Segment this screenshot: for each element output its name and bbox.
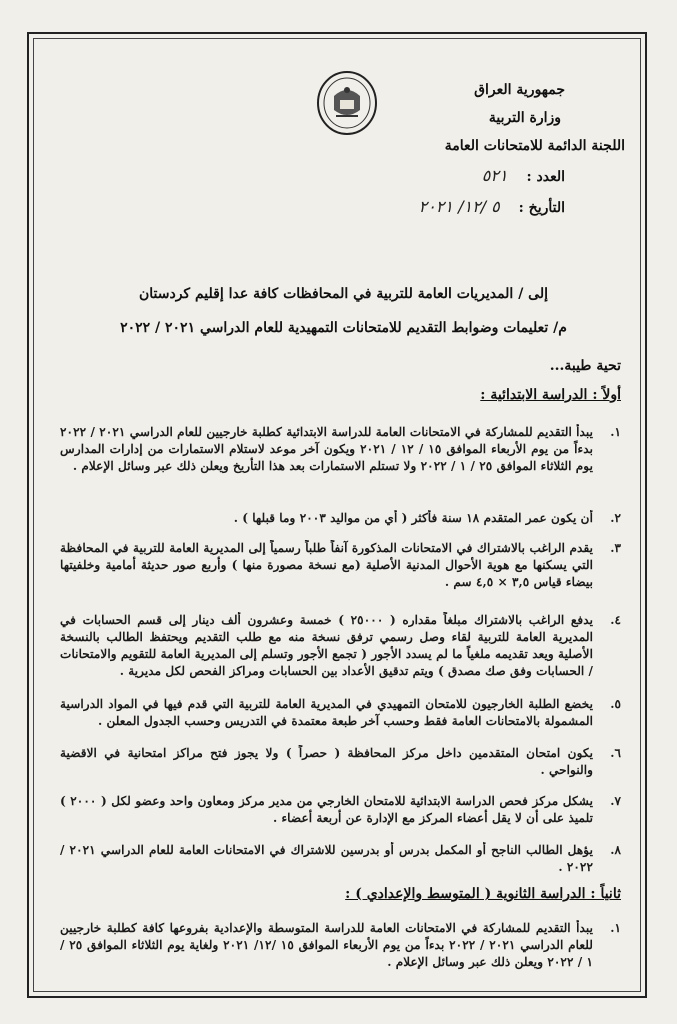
letterhead [375,76,625,222]
item-text: يؤهل الطالب الناجح أو المكمل بدرس أو بدرسين للاشتراك في الامتحانات العامة للعام الدراسي ٢٠٢١ / ٢٠٢٢ . [60,843,593,874]
number-label: العدد : [526,169,565,185]
primary-item-2 [60,510,621,527]
primary-item-5 [60,696,621,730]
ministry-name: وزارة التربية [488,110,561,126]
secondary-item-1 [60,920,621,971]
primary-item-8 [60,842,621,876]
addressee-line: إلى / المديريات العامة للتربية في المحافظات كافة عدا إقليم كردستان [138,286,549,302]
item-text: أن يكون عمر المتقدم ١٨ سنة فأكثر ( أي من مواليد ٢٠٠٣ وما قبلها ) . [233,511,593,525]
section-primary-heading: أولاً : الدراسة الابتدائية : [480,387,621,403]
item-number: ٧. [610,794,621,808]
item-number: ٨. [610,843,621,857]
item-number: ٢. [610,511,621,525]
item-number: ١. [610,921,621,935]
ministry-emblem-icon [316,70,378,136]
section-secondary-heading: ثانياً : الدراسة الثانوية ( المتوسط والإعدادي ) : [345,886,621,902]
item-text: يبدأ التقديم للمشاركة في الامتحانات العامة للدراسة الابتدائية كطلبة خارجيين للعام الدراسي ٢٠٢١ / ٢٠٢٢ بدءاً من يوم الأربعاء الموافق ١٥ / ١٢ / ٢٠٢١ ويكون آخر موعد لاستلام الاستمارات من إدارات المدارس يوم الثلاثاء الموافق ٢٥ / ١ / ٢٠٢٢ ولا تستلم الاستمارات بعد هذا التأريخ ويعلن ذلك عبر وسائل الإعلام . [60,425,593,473]
item-number: ٣. [610,541,621,555]
greeting: تحية طيبة... [549,358,621,374]
item-text: يشكل مركز فحص الدراسة الابتدائية للامتحان الخارجي من مدير مركز ومعاون واحد وعضو لكل ( ٢٠٠٠ ) تلميذ على أن لا يقل أعضاء المركز مع الإدارة عن أربعة أعضاء . [60,794,593,825]
number-value: ٥٢١ [481,166,508,185]
country-name: جمهورية العراق [474,82,565,98]
item-text: يقدم الراغب بالاشتراك في الامتحانات المذكورة آنفاً طلباً رسمياً إلى المديرية العامة للتربية في المحافظة التي يسكنها مع هوية الأحوال المدنية الأصلية (مع نسخة مصورة منها ) وأربع صور حديثة أمامية وخلفيتها بيضاء قياس ٣,٥ × ٤,٥ سم . [60,541,593,589]
date-label: التأريخ : [518,200,565,216]
date-value: ٥ /١٢/ ٢٠٢١ [418,197,500,216]
primary-item-3 [60,540,621,591]
item-number: ٤. [610,613,621,627]
subject-line: م/ تعليمات وضوابط التقديم للامتحانات التمهيدية للعام الدراسي ٢٠٢١ / ٢٠٢٢ [120,320,567,336]
item-text: يدفع الراغب بالاشتراك مبلغاً مقداره ( ٢٥٠٠٠ ) خمسة وعشرون ألف دينار إلى قسم الحسابات في المديرية العامة للتربية لقاء وصل رسمي ترفق نسخة منه مع طلب التقديم ويحتفظ الطالب بالنسخة الأصلية ويعد تقديمه ملغياً ما لم يسدد الأجور ( تجمع الأجور وتسلم إلى المديرية العامة للتقويم والامتحانات / الحسابات وفق صك مصدق ) ويتم تدقيق الأعداد بين الحسابات ومراكز الفحص لكل مديرية . [60,613,593,678]
primary-item-7 [60,793,621,827]
item-text: يكون امتحان المتقدمين داخل مركز المحافظة ( حصراً ) ولا يجوز فتح مراكز امتحانية في الاقضية والنواحي . [60,746,593,777]
item-text: يبدأ التقديم للمشاركة في الامتحانات العامة للدراسة المتوسطة والإعدادية بفروعها كافة كطلبة خارجيين للعام الدراسي ٢٠٢١ / ٢٠٢٢ بدءاً من يوم الأربعاء الموافق ١٥ /١٢/ ٢٠٢١ ولغاية يوم الثلاثاء الموافق ٢٥ / ١ / ٢٠٢٢ ويعلن ذلك عبر وسائل الإعلام . [60,921,593,969]
item-text: يخضع الطلبة الخارجيون للامتحان التمهيدي في المديرية العامة للتربية التي قدم فيها في المواد الدراسية المشمولة بالامتحانات العامة فقط وحسب آخر طبعة معتمدة في التدريس وحسب الجدول المعلن . [60,697,593,728]
reference-number-row [375,162,625,191]
date-row [375,193,625,222]
item-number: ٥. [610,697,621,711]
primary-item-6 [60,745,621,779]
primary-item-1 [60,424,621,475]
committee-name: اللجنة الدائمة للامتحانات العامة [444,138,625,154]
item-number: ١. [610,425,621,439]
item-number: ٦. [610,746,621,760]
primary-item-4 [60,612,621,680]
